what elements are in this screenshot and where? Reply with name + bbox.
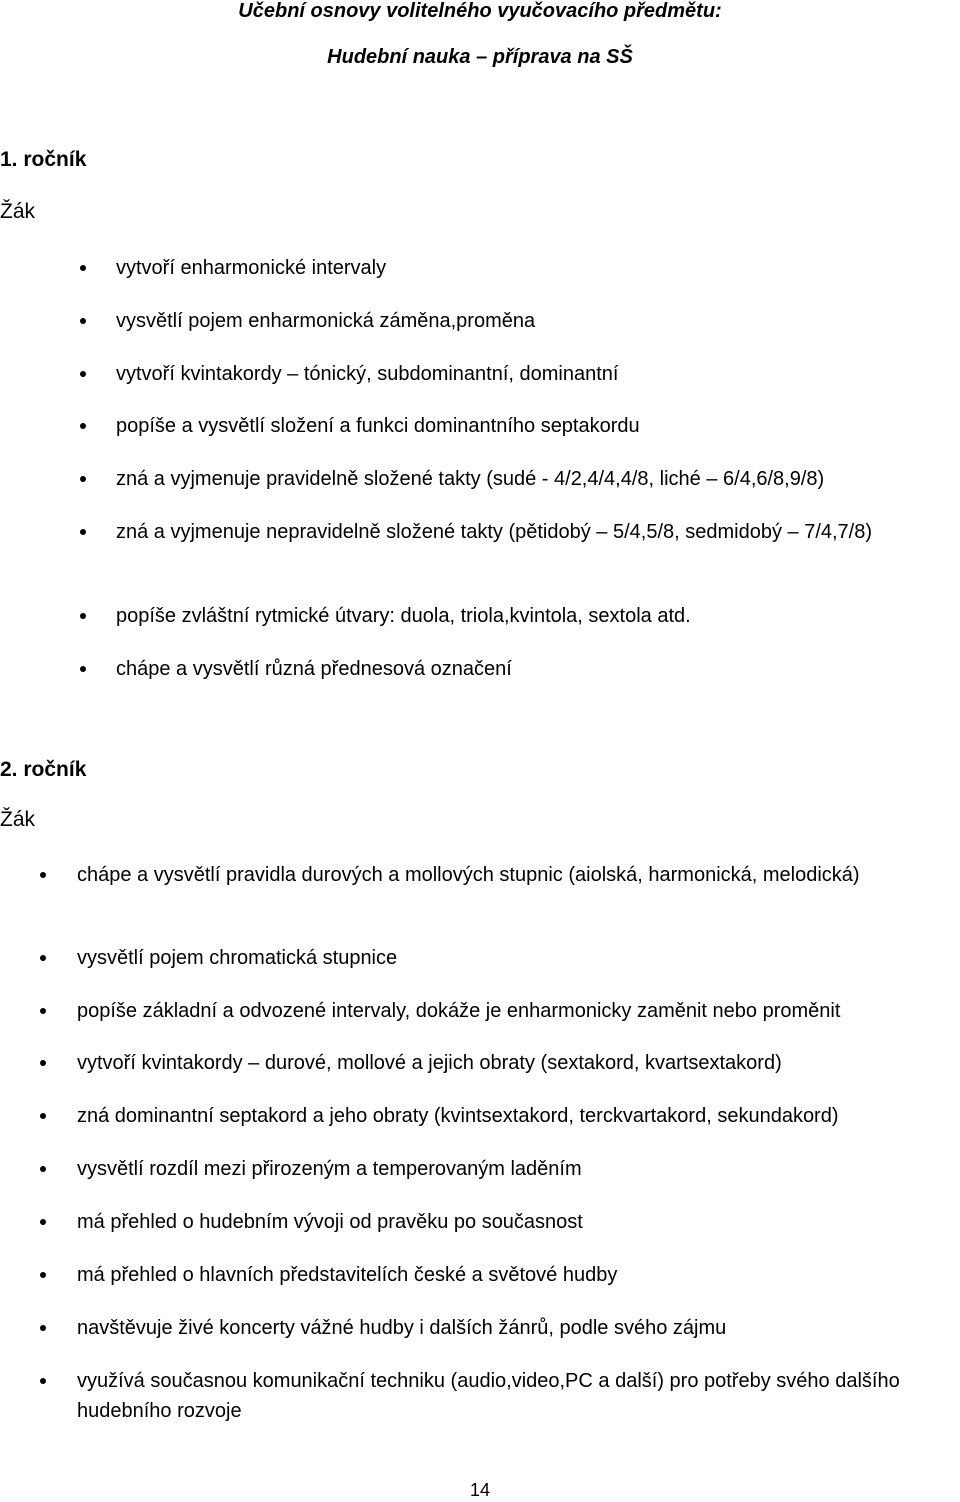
list-item-text: zná a vyjmenuje nepravidelně složené takty (pětidobý – 5/4,5/8, sedmidobý – 7/4,7/8) [116, 521, 873, 543]
bullet-icon [40, 1378, 46, 1384]
list-item-text: vytvoří kvintakordy – tónický, subdominantní, dominantní [116, 363, 619, 385]
list-item-text: navštěvuje živé koncerty vážné hudby i dalších žánrů, podle svého zájmu [77, 1317, 727, 1339]
list-item-text: vysvětlí pojem enharmonická záměna,proměna [116, 310, 536, 332]
bullet-icon [80, 423, 86, 429]
bullet-icon [80, 318, 86, 324]
page-number: 14 [469, 1480, 491, 1500]
bullet-icon [40, 1219, 46, 1225]
student-label-grade-2: Žák [0, 808, 36, 831]
list-item-text: zná a vyjmenuje pravidelně složené takty (sudé - 4/2,4/4,4/8, liché – 6/4,6/8,9/8) [116, 468, 825, 490]
list-item-text: chápe a vysvětlí pravidla durových a mollových stupnic (aiolská, harmonická, melodická) [77, 864, 860, 886]
bullet-icon [40, 955, 46, 961]
list-item-text: vytvoří enharmonické intervaly [116, 257, 387, 279]
bullet-icon [40, 1113, 46, 1119]
student-label-grade-1: Žák [0, 200, 36, 223]
list-item-text: popíše a vysvětlí složení a funkci dominantního septakordu [116, 415, 640, 437]
bullet-icon [40, 872, 46, 878]
list-item-text: vysvětlí pojem chromatická stupnice [77, 947, 398, 969]
bullet-icon [40, 1060, 46, 1066]
list-item-text: chápe a vysvětlí různá přednesová označení [116, 658, 512, 680]
bullet-icon [80, 371, 86, 377]
list-item-text: popíše zvláštní rytmické útvary: duola, triola,kvintola, sextola atd. [116, 605, 691, 627]
list-item-text: vysvětlí rozdíl mezi přirozeným a temperovaným laděním [77, 1158, 582, 1180]
list-item-text: využívá současnou komunikační techniku (audio,video,PC a další) pro potřeby svého dalšího hudebního rozvoje [77, 1370, 900, 1422]
list-item-text: vytvoří kvintakordy – durové, mollové a jejich obraty (sextakord, kvartsextakord) [77, 1052, 782, 1074]
bullet-icon [40, 1008, 46, 1014]
bullet-icon [80, 265, 86, 271]
bullet-icon [80, 476, 86, 482]
bullet-icon [80, 613, 86, 619]
bullet-icon [40, 1166, 46, 1172]
section-heading-grade-2: 2. ročník [0, 758, 87, 781]
list-item-text: popíše základní a odvozené intervaly, dokáže je enharmonicky zaměnit nebo proměnit [77, 1000, 841, 1022]
document-subtitle: Hudební nauka – příprava na SŠ [327, 46, 633, 68]
list-item-text: zná dominantní septakord a jeho obraty (kvintsextakord, terckvartakord, sekundakord) [77, 1105, 839, 1127]
list-item-text: má přehled o hlavních představitelích české a světové hudby [77, 1264, 618, 1286]
document-title: Učební osnovy volitelného vyučovacího předmětu: [238, 0, 722, 22]
bullet-icon [40, 1325, 46, 1331]
bullet-icon [80, 529, 86, 535]
section-heading-grade-1: 1. ročník [0, 148, 87, 171]
list-item-text: má přehled o hudebním vývoji od pravěku po současnost [77, 1211, 583, 1233]
bullet-icon [80, 666, 86, 672]
bullet-icon [40, 1272, 46, 1278]
